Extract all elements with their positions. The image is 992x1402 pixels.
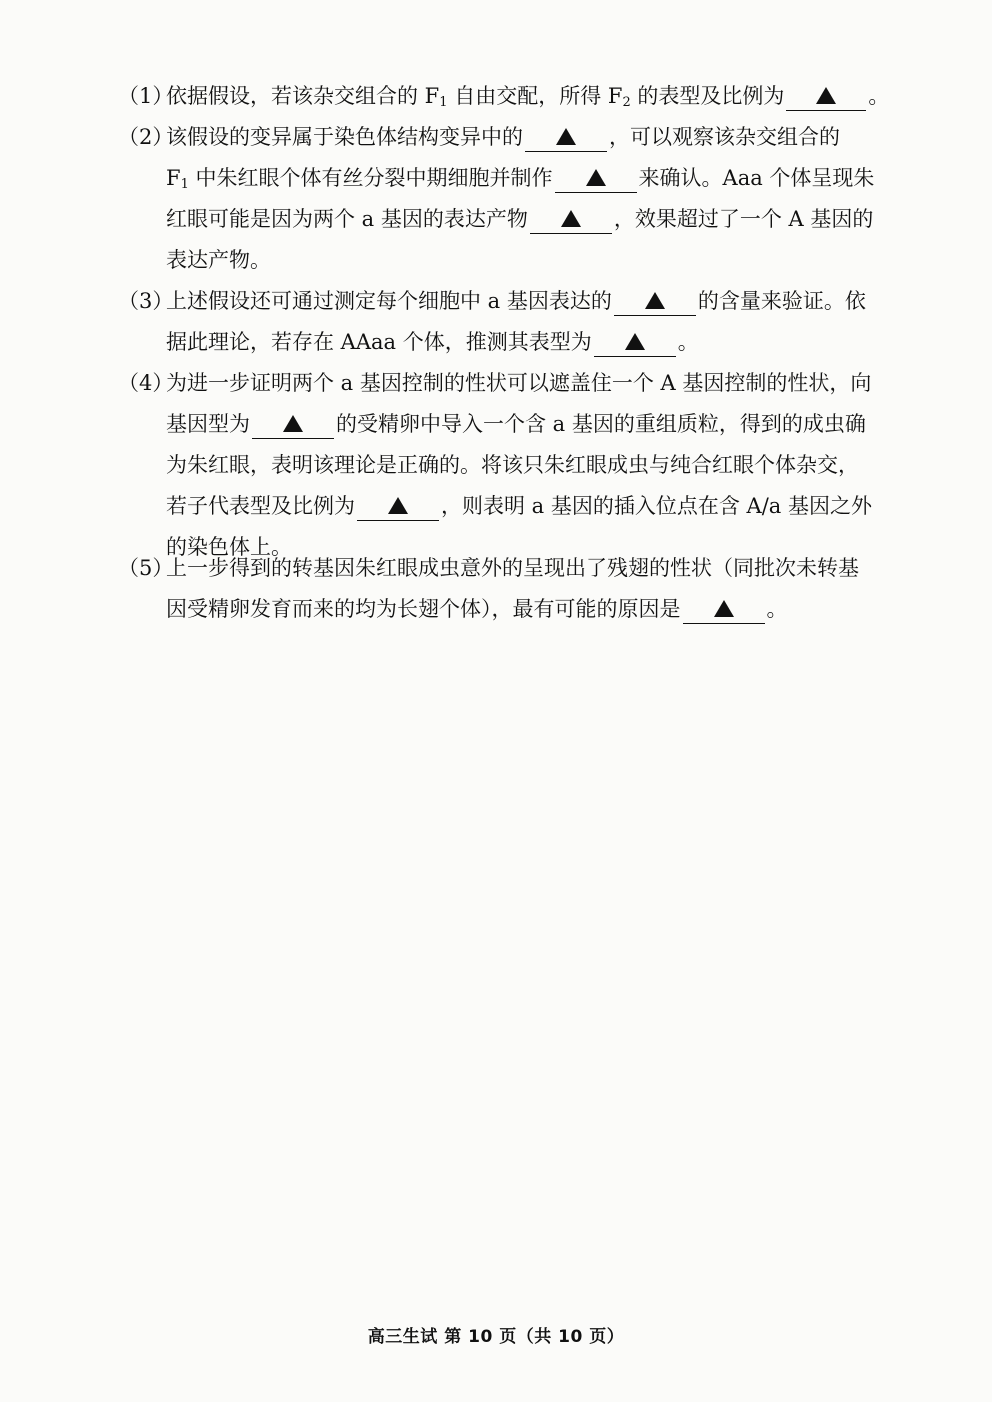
- triangle-icon: [388, 497, 408, 514]
- answer-blank[interactable]: [530, 205, 612, 234]
- question-text: 来确认。Aaa 个体呈现朱: [638, 166, 875, 190]
- question-text: ，则表明 a 基因的插入位点在含 A/a 基因之外: [441, 494, 872, 518]
- question-text: 若子代表型及比例为: [166, 494, 355, 518]
- question-4-line-3: [118, 445, 888, 486]
- question-text: 。: [766, 597, 788, 621]
- triangle-icon: [556, 128, 576, 145]
- question-3: [118, 281, 888, 363]
- question-text: 因受精卵发育而来的均为长翅个体），最有可能的原因是: [166, 597, 681, 621]
- question-3-line-1: [118, 281, 888, 322]
- question-text: 据此理论，若存在 AAaa 个体，推测其表型为: [166, 330, 592, 354]
- question-text: 依据假设，若该杂交组合的 F: [166, 84, 440, 108]
- question-text: ，可以观察该杂交组合的: [609, 125, 840, 149]
- question-text: 该假设的变异属于染色体结构变异中的: [166, 125, 523, 149]
- question-text: 红眼可能是因为两个 a 基因的表达产物: [166, 207, 528, 231]
- question-number: （2）: [118, 125, 174, 149]
- question-2-line-1: [118, 117, 888, 158]
- subscript: 1: [439, 95, 448, 110]
- question-text: 。: [868, 84, 890, 108]
- subscript: 2: [622, 95, 631, 110]
- question-text: ，效果超过了一个 A 基因的: [613, 207, 874, 231]
- question-2-line-4: [118, 240, 888, 281]
- triangle-icon: [283, 415, 303, 432]
- triangle-icon: [645, 292, 665, 309]
- question-number: （1）: [118, 84, 174, 108]
- question-number: （5）: [118, 556, 174, 580]
- answer-blank[interactable]: [683, 595, 765, 624]
- question-4: [118, 363, 888, 568]
- question-5-line-2: [118, 589, 888, 630]
- page-footer: 高三生试 第 10 页（共 10 页）: [367, 1327, 625, 1347]
- question-text: 中朱红眼个体有丝分裂中期细胞并制作: [188, 166, 553, 190]
- question-text: 上一步得到的转基因朱红眼成虫意外的呈现出了残翅的性状（同批次未转基: [166, 556, 859, 580]
- triangle-icon: [561, 210, 581, 227]
- question-1: [118, 76, 888, 117]
- answer-blank[interactable]: [525, 123, 607, 152]
- question-text: 表达产物。: [166, 248, 271, 272]
- question-number: （4）: [118, 371, 174, 395]
- answer-blank[interactable]: [252, 410, 334, 439]
- question-text: 的表型及比例为: [630, 84, 785, 108]
- subscript: 1: [180, 177, 189, 192]
- question-2-line-2: [118, 158, 888, 199]
- question-4-line-2: [118, 404, 888, 445]
- answer-blank[interactable]: [614, 287, 696, 316]
- triangle-icon: [816, 87, 836, 104]
- question-text: 基因型为: [166, 412, 250, 436]
- question-4-line-4: [118, 486, 888, 527]
- question-text: 为进一步证明两个 a 基因控制的性状可以遮盖住一个 A 基因控制的性状，向: [166, 371, 872, 395]
- question-text: 为朱红眼，表明该理论是正确的。将该只朱红眼成虫与纯合红眼个体杂交，: [166, 453, 859, 477]
- question-text: 的染色体上。: [166, 535, 292, 559]
- question-text: 。: [677, 330, 699, 354]
- question-number: （3）: [118, 289, 174, 313]
- question-2: [118, 117, 888, 281]
- question-5: [118, 548, 888, 630]
- question-text: 的受精卵中导入一个含 a 基因的重组质粒，得到的成虫确: [336, 412, 866, 436]
- question-text: 上述假设还可通过测定每个细胞中 a 基因表达的: [166, 289, 612, 313]
- question-5-line-1: [118, 548, 888, 589]
- triangle-icon: [586, 169, 606, 186]
- question-2-line-3: [118, 199, 888, 240]
- question-text: F: [166, 166, 181, 190]
- answer-blank[interactable]: [786, 82, 866, 111]
- answer-blank[interactable]: [594, 328, 676, 357]
- triangle-icon: [625, 333, 645, 350]
- question-3-line-2: [118, 322, 888, 363]
- question-text: 自由交配，所得 F: [447, 84, 623, 108]
- triangle-icon: [714, 600, 734, 617]
- question-1-line-1: [118, 76, 888, 117]
- question-4-line-1: [118, 363, 888, 404]
- question-text: 的含量来验证。依: [697, 289, 866, 313]
- answer-blank[interactable]: [357, 492, 439, 521]
- answer-blank[interactable]: [555, 164, 637, 193]
